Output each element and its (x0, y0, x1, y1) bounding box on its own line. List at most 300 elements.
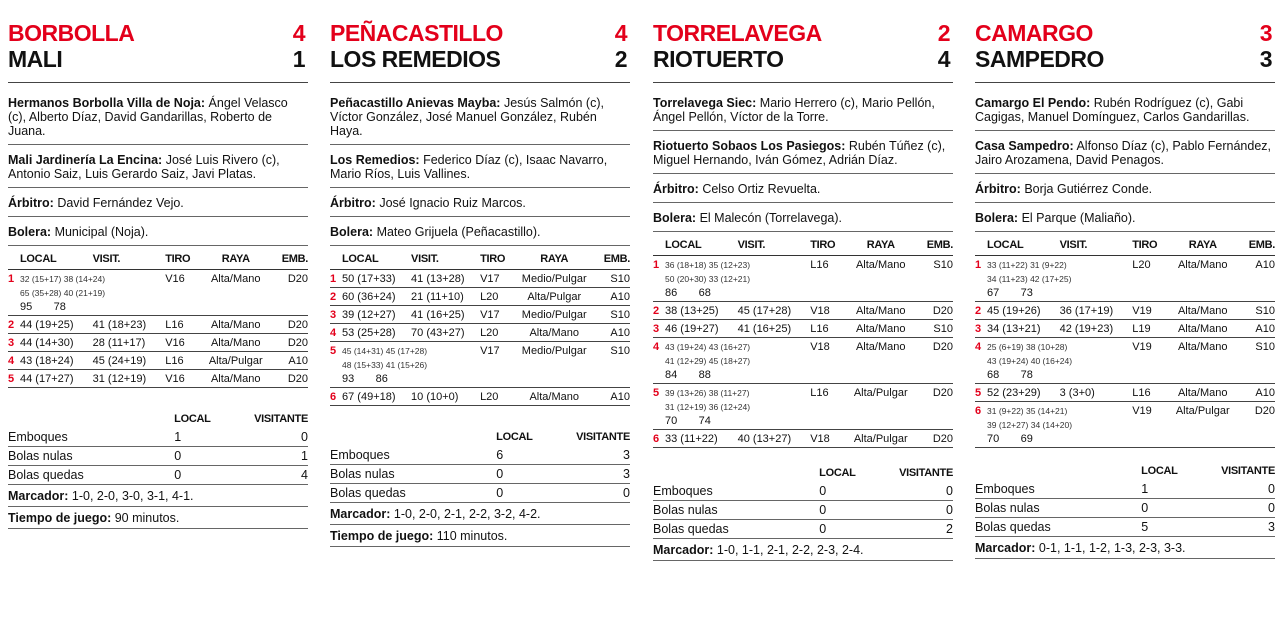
table-row (975, 302, 1275, 320)
visit-score: 28 (11+17) (93, 334, 166, 352)
emb: S10 (596, 306, 630, 324)
tiro: V16 (165, 334, 199, 352)
tiro: L16 (165, 316, 199, 334)
game-number: 2 (653, 302, 665, 320)
stat-visit: 0 (211, 428, 308, 447)
score-line: 25 (6+19) 38 (10+28) (987, 342, 1068, 352)
score-line: 36 (18+18) 35 (12+23) (665, 260, 751, 270)
away-players: Rubén Túñez (c), Miguel Hernando, Iván Gómez, Adrián Díaz. (653, 139, 946, 167)
match-column-3 (653, 0, 953, 557)
stat-visit: 2 (856, 520, 953, 539)
stat-visit: 3 (533, 446, 630, 465)
game-number: 5 (330, 342, 342, 388)
stat-local: 6 (467, 446, 533, 465)
raya: Alta/Mano (1166, 320, 1239, 338)
col-header: TIRO (165, 252, 199, 270)
score-line: 31 (12+19) 36 (12+24) (665, 402, 751, 412)
stat-row (653, 520, 953, 539)
stat-visit: 3 (1178, 518, 1275, 537)
marcador-label: Marcador: (975, 541, 1036, 555)
table-row (8, 352, 308, 370)
stat-label: Bolas quedas (330, 484, 467, 503)
score-line: 34 (11+23) 42 (17+25) (987, 274, 1072, 284)
stat-row (653, 482, 953, 501)
score-progression (653, 539, 953, 561)
raya: Alta/Mano (1166, 256, 1239, 302)
table-row (8, 270, 308, 316)
score-line: 39 (12+27) 34 (14+20) (987, 420, 1073, 430)
game-table (330, 252, 630, 406)
table-row (330, 288, 630, 306)
home-team-name: CAMARGO (975, 20, 1093, 46)
venue-label: Bolera: (8, 225, 52, 239)
score-progression (330, 503, 630, 525)
home-score: 4 (292, 20, 305, 46)
game-number: 3 (8, 334, 20, 352)
raya: Medio/Pulgar (512, 270, 596, 288)
tiempo-label: Tiempo de juego: (330, 529, 434, 543)
tiro: V17 (480, 306, 512, 324)
stat-label: Bolas quedas (8, 466, 145, 485)
stat-label: Bolas quedas (653, 520, 790, 539)
raya: Medio/Pulgar (512, 342, 596, 388)
table-row (653, 338, 953, 384)
visit-score: 41 (16+25) (738, 320, 811, 338)
referee (975, 180, 1275, 203)
col-header-blank (975, 238, 987, 256)
col-header: TIRO (1132, 238, 1166, 256)
home-players: Rubén Rodríguez (c), Gabi Cagigas, Manuel Domínguez, Carlos Gandarillas. (975, 96, 1250, 124)
stat-row (653, 501, 953, 520)
home-team-label: Camargo El Pendo: (975, 96, 1091, 110)
visit-score: 42 (19+23) (1060, 320, 1133, 338)
local-score (665, 256, 810, 302)
game-table (653, 238, 953, 448)
table-row (653, 430, 953, 448)
match-body (653, 94, 953, 561)
stat-local: 0 (145, 447, 211, 466)
col-header-blank (653, 238, 665, 256)
emb: S10 (917, 320, 953, 338)
match-header (330, 0, 630, 75)
stat-row (330, 446, 630, 465)
away-players: José Luis Rivero (c), Antonio Saiz, Luis Gerardo Saiz, Javi Platas. (8, 153, 280, 181)
game-table (975, 238, 1275, 448)
emb: D20 (1239, 402, 1275, 448)
game-number: 6 (975, 402, 987, 448)
col-header: EMB. (596, 252, 630, 270)
away-lineup (330, 151, 630, 188)
home-players: Jesús Salmón (c), Víctor González, José Manuel González, Rubén Haya. (330, 96, 604, 138)
stat-local: 5 (1112, 518, 1178, 537)
stat-label: Bolas nulas (653, 501, 790, 520)
emb: A10 (596, 288, 630, 306)
game-number: 3 (653, 320, 665, 338)
tiro: V19 (1132, 338, 1166, 384)
stat-visit: 0 (856, 501, 953, 520)
referee-label: Árbitro: (8, 196, 54, 210)
game-number: 3 (975, 320, 987, 338)
visit-score: 10 (10+0) (411, 388, 480, 406)
raya: Alta/Mano (1166, 338, 1239, 384)
table-row (975, 384, 1275, 402)
score-line: 70 74 (665, 415, 711, 427)
tiro: L16 (165, 352, 199, 370)
tiro: V17 (480, 342, 512, 388)
stat-header: LOCAL (1141, 465, 1178, 477)
game-number: 5 (8, 370, 20, 388)
local-score: 52 (23+29) (987, 384, 1060, 402)
home-lineup (653, 94, 953, 131)
stat-visit: 0 (856, 482, 953, 501)
stat-header: VISITANTE (1221, 465, 1275, 477)
away-team-name: LOS REMEDIOS (330, 46, 501, 72)
stat-local: 0 (467, 465, 533, 484)
score-line: 43 (19+24) 40 (16+24) (987, 356, 1073, 366)
tiro: V16 (165, 270, 199, 316)
stat-header-blank (330, 430, 467, 446)
home-team-name: TORRELAVEGA (653, 20, 822, 46)
tiro: L19 (1132, 320, 1166, 338)
table-row (975, 338, 1275, 384)
marcador-label: Marcador: (8, 489, 69, 503)
col-header: EMB. (1239, 238, 1275, 256)
raya: Alta/Pulgar (512, 288, 596, 306)
tiro: L16 (810, 320, 844, 338)
game-number: 1 (975, 256, 987, 302)
divider (975, 82, 1275, 83)
score-line: 70 69 (987, 433, 1033, 445)
raya: Alta/Mano (1166, 384, 1239, 402)
local-score: 44 (17+27) (20, 370, 93, 388)
game-number: 6 (330, 388, 342, 406)
local-score: 39 (12+27) (342, 306, 411, 324)
visit-score: 3 (3+0) (1060, 384, 1133, 402)
playing-time (8, 507, 308, 529)
raya: Alta/Mano (199, 334, 272, 352)
stats-table (330, 430, 630, 503)
stat-row (8, 466, 308, 485)
emb: A10 (596, 388, 630, 406)
emb: D20 (917, 430, 953, 448)
col-header: VISIT. (411, 252, 480, 270)
emb: S10 (596, 270, 630, 288)
away-team-name: MALI (8, 46, 63, 72)
score-line: 93 86 (342, 373, 388, 385)
stat-row (8, 447, 308, 466)
col-header: LOCAL (987, 238, 1060, 256)
away-lineup (8, 151, 308, 188)
score-line: 48 (15+33) 41 (15+26) (342, 360, 428, 370)
table-row (975, 320, 1275, 338)
venue-label: Bolera: (330, 225, 374, 239)
stat-label: Bolas nulas (975, 499, 1112, 518)
col-header: RAYA (844, 238, 917, 256)
game-number: 4 (975, 338, 987, 384)
stat-local: 0 (1112, 499, 1178, 518)
local-score (987, 338, 1132, 384)
visit-score: 41 (18+23) (93, 316, 166, 334)
local-score: 45 (19+26) (987, 302, 1060, 320)
local-score: 34 (13+21) (987, 320, 1060, 338)
game-number: 1 (8, 270, 20, 316)
stats-table (653, 466, 953, 539)
table-row (653, 302, 953, 320)
referee-name: Celso Ortiz Revuelta. (702, 182, 821, 196)
game-number: 1 (330, 270, 342, 288)
venue (653, 209, 953, 232)
raya: Alta/Mano (844, 302, 917, 320)
score-line: 41 (12+29) 45 (18+27) (665, 356, 751, 366)
divider (653, 82, 953, 83)
home-lineup (975, 94, 1275, 131)
venue (8, 223, 308, 246)
venue-label: Bolera: (653, 211, 697, 225)
venue (330, 223, 630, 246)
stat-label: Emboques (8, 428, 145, 447)
emb: S10 (596, 342, 630, 388)
match-column-1 (8, 0, 308, 525)
local-score (987, 402, 1132, 448)
emb: S10 (917, 256, 953, 302)
stat-local: 0 (790, 520, 856, 539)
raya: Alta/Mano (844, 256, 917, 302)
score-line: 84 88 (665, 369, 711, 381)
visit-score: 70 (43+27) (411, 324, 480, 342)
venue-name: El Parque (Maliaño). (1021, 211, 1136, 225)
tiempo-label: Tiempo de juego: (8, 511, 112, 525)
score-line: 67 73 (987, 287, 1033, 299)
tiro: L16 (810, 384, 844, 430)
tiro: V17 (480, 270, 512, 288)
emb: S10 (1239, 338, 1275, 384)
table-row (975, 256, 1275, 302)
tiro: V19 (1132, 302, 1166, 320)
match-column-4 (975, 0, 1275, 555)
stat-header: LOCAL (174, 413, 211, 425)
stat-visit: 1 (211, 447, 308, 466)
stat-label: Bolas nulas (330, 465, 467, 484)
away-lineup (975, 137, 1275, 174)
match-body (330, 94, 630, 547)
stats-table (975, 464, 1275, 537)
score-line: 43 (19+24) 43 (16+27) (665, 342, 751, 352)
home-lineup (330, 94, 630, 145)
raya: Alta/Mano (512, 388, 596, 406)
stat-row (975, 480, 1275, 499)
away-score: 2 (614, 46, 627, 72)
stat-local: 0 (790, 482, 856, 501)
game-number: 6 (653, 430, 665, 448)
stat-local: 1 (1112, 480, 1178, 499)
local-score: 44 (19+25) (20, 316, 93, 334)
stat-header: VISITANTE (899, 467, 953, 479)
referee-label: Árbitro: (653, 182, 699, 196)
home-score: 4 (614, 20, 627, 46)
away-team-label: Riotuerto Sobaos Los Pasiegos: (653, 139, 846, 153)
score-line: 39 (13+26) 38 (11+27) (665, 388, 750, 398)
col-header: LOCAL (20, 252, 93, 270)
score-line: 33 (11+22) 31 (9+22) (987, 260, 1067, 270)
game-number: 3 (330, 306, 342, 324)
raya: Alta/Mano (1166, 302, 1239, 320)
referee-name: David Fernández Vejo. (57, 196, 184, 210)
local-score: 33 (11+22) (665, 430, 738, 448)
emb: A10 (1239, 320, 1275, 338)
stat-header: LOCAL (819, 467, 856, 479)
local-score (665, 338, 810, 384)
col-header-blank (8, 252, 20, 270)
stat-row (330, 465, 630, 484)
local-score: 38 (13+25) (665, 302, 738, 320)
stat-row (330, 484, 630, 503)
local-score (987, 256, 1132, 302)
marcador-label: Marcador: (653, 543, 714, 557)
col-header: RAYA (199, 252, 272, 270)
table-row (330, 342, 630, 388)
match-header (975, 0, 1275, 75)
col-header: VISIT. (93, 252, 166, 270)
away-team-label: Casa Sampedro: (975, 139, 1074, 153)
game-number: 1 (653, 256, 665, 302)
col-header-blank (330, 252, 342, 270)
stat-label: Bolas quedas (975, 518, 1112, 537)
visit-score: 21 (11+10) (411, 288, 480, 306)
table-row (330, 270, 630, 288)
referee (330, 194, 630, 217)
venue-name: El Malecón (Torrelavega). (699, 211, 842, 225)
local-score: 53 (25+28) (342, 324, 411, 342)
table-row (8, 316, 308, 334)
home-team-label: Hermanos Borbolla Villa de Noja: (8, 96, 206, 110)
away-score: 1 (292, 46, 305, 72)
divider (8, 82, 308, 83)
col-header: RAYA (512, 252, 596, 270)
tiro: V19 (1132, 402, 1166, 448)
emb: D20 (272, 316, 308, 334)
stat-label: Emboques (653, 482, 790, 501)
col-header: VISIT. (1060, 238, 1133, 256)
visit-score: 40 (13+27) (738, 430, 811, 448)
raya: Medio/Pulgar (512, 306, 596, 324)
visit-score: 31 (12+19) (93, 370, 166, 388)
divider (330, 82, 630, 83)
game-number: 2 (975, 302, 987, 320)
away-team-label: Los Remedios: (330, 153, 420, 167)
score-progression (8, 485, 308, 507)
col-header: LOCAL (665, 238, 738, 256)
stat-header: LOCAL (496, 431, 533, 443)
table-row (653, 384, 953, 430)
tiro: L20 (480, 324, 512, 342)
emb: A10 (272, 352, 308, 370)
away-team-name: SAMPEDRO (975, 46, 1104, 72)
game-number: 2 (330, 288, 342, 306)
away-score: 4 (937, 46, 950, 72)
visit-score: 36 (17+19) (1060, 302, 1133, 320)
emb: D20 (272, 370, 308, 388)
tiro: L16 (810, 256, 844, 302)
table-row (330, 388, 630, 406)
match-header (653, 0, 953, 75)
away-players: Alfonso Díaz (c), Pablo Fernández, Jairo Arozamena, David Penagos. (975, 139, 1271, 167)
stat-row (975, 499, 1275, 518)
venue-label: Bolera: (975, 211, 1019, 225)
stat-visit: 4 (211, 466, 308, 485)
score-line: 65 (35+28) 40 (21+19) (20, 288, 106, 298)
tiro: L20 (480, 388, 512, 406)
marcador-value: 1-0, 1-1, 2-1, 2-2, 2-3, 2-4. (716, 543, 864, 557)
marcador-value: 0-1, 1-1, 1-2, 1-3, 2-3, 3-3. (1038, 541, 1186, 555)
away-players: Federico Díaz (c), Isaac Navarro, Mario Ríos, Luis Vallines. (330, 153, 608, 181)
table-row (8, 334, 308, 352)
visit-score: 45 (24+19) (93, 352, 166, 370)
away-lineup (653, 137, 953, 174)
local-score (20, 270, 165, 316)
score-progression (975, 537, 1275, 559)
raya: Alta/Mano (844, 320, 917, 338)
raya: Alta/Pulgar (844, 384, 917, 430)
col-header: TIRO (480, 252, 512, 270)
home-team-label: Peñacastillo Anievas Mayba: (330, 96, 501, 110)
stat-local: 1 (145, 428, 211, 447)
stats-table (8, 412, 308, 485)
referee-name: José Ignacio Ruiz Marcos. (379, 196, 526, 210)
raya: Alta/Pulgar (1166, 402, 1239, 448)
score-line: 95 78 (20, 301, 66, 313)
game-number: 4 (653, 338, 665, 384)
tiro: L16 (1132, 384, 1166, 402)
stat-header: VISITANTE (576, 431, 630, 443)
stat-label: Bolas nulas (8, 447, 145, 466)
visit-score: 41 (16+25) (411, 306, 480, 324)
score-line: 32 (15+17) 38 (14+24) (20, 274, 106, 284)
game-number: 4 (330, 324, 342, 342)
local-score: 43 (18+24) (20, 352, 93, 370)
table-row (330, 306, 630, 324)
col-header: EMB. (917, 238, 953, 256)
home-score: 2 (937, 20, 950, 46)
home-players: Mario Herrero (c), Mario Pellón, Ángel Pellón, Víctor de la Torre. (653, 96, 935, 124)
away-score: 3 (1259, 46, 1272, 72)
marcador-value: 1-0, 2-0, 2-1, 2-2, 3-2, 4-2. (393, 507, 541, 521)
tiempo-value: 110 minutos. (436, 529, 508, 543)
stat-local: 0 (467, 484, 533, 503)
emb: A10 (596, 324, 630, 342)
home-score: 3 (1259, 20, 1272, 46)
stat-local: 0 (145, 466, 211, 485)
score-line: 68 78 (987, 369, 1033, 381)
tiro: L20 (480, 288, 512, 306)
stat-header-blank (8, 412, 145, 428)
emb: A10 (1239, 384, 1275, 402)
col-header: RAYA (1166, 238, 1239, 256)
stat-header-blank (975, 464, 1112, 480)
col-header: LOCAL (342, 252, 411, 270)
venue-name: Municipal (Noja). (54, 225, 149, 239)
referee-label: Árbitro: (330, 196, 376, 210)
home-lineup (8, 94, 308, 145)
emb: S10 (1239, 302, 1275, 320)
stat-row (975, 518, 1275, 537)
match-body (975, 94, 1275, 559)
score-line: 86 68 (665, 287, 711, 299)
away-team-name: RIOTUERTO (653, 46, 784, 72)
game-number: 5 (653, 384, 665, 430)
emb: A10 (1239, 256, 1275, 302)
emb: D20 (272, 334, 308, 352)
score-line: 50 (20+30) 33 (12+21) (665, 274, 751, 284)
